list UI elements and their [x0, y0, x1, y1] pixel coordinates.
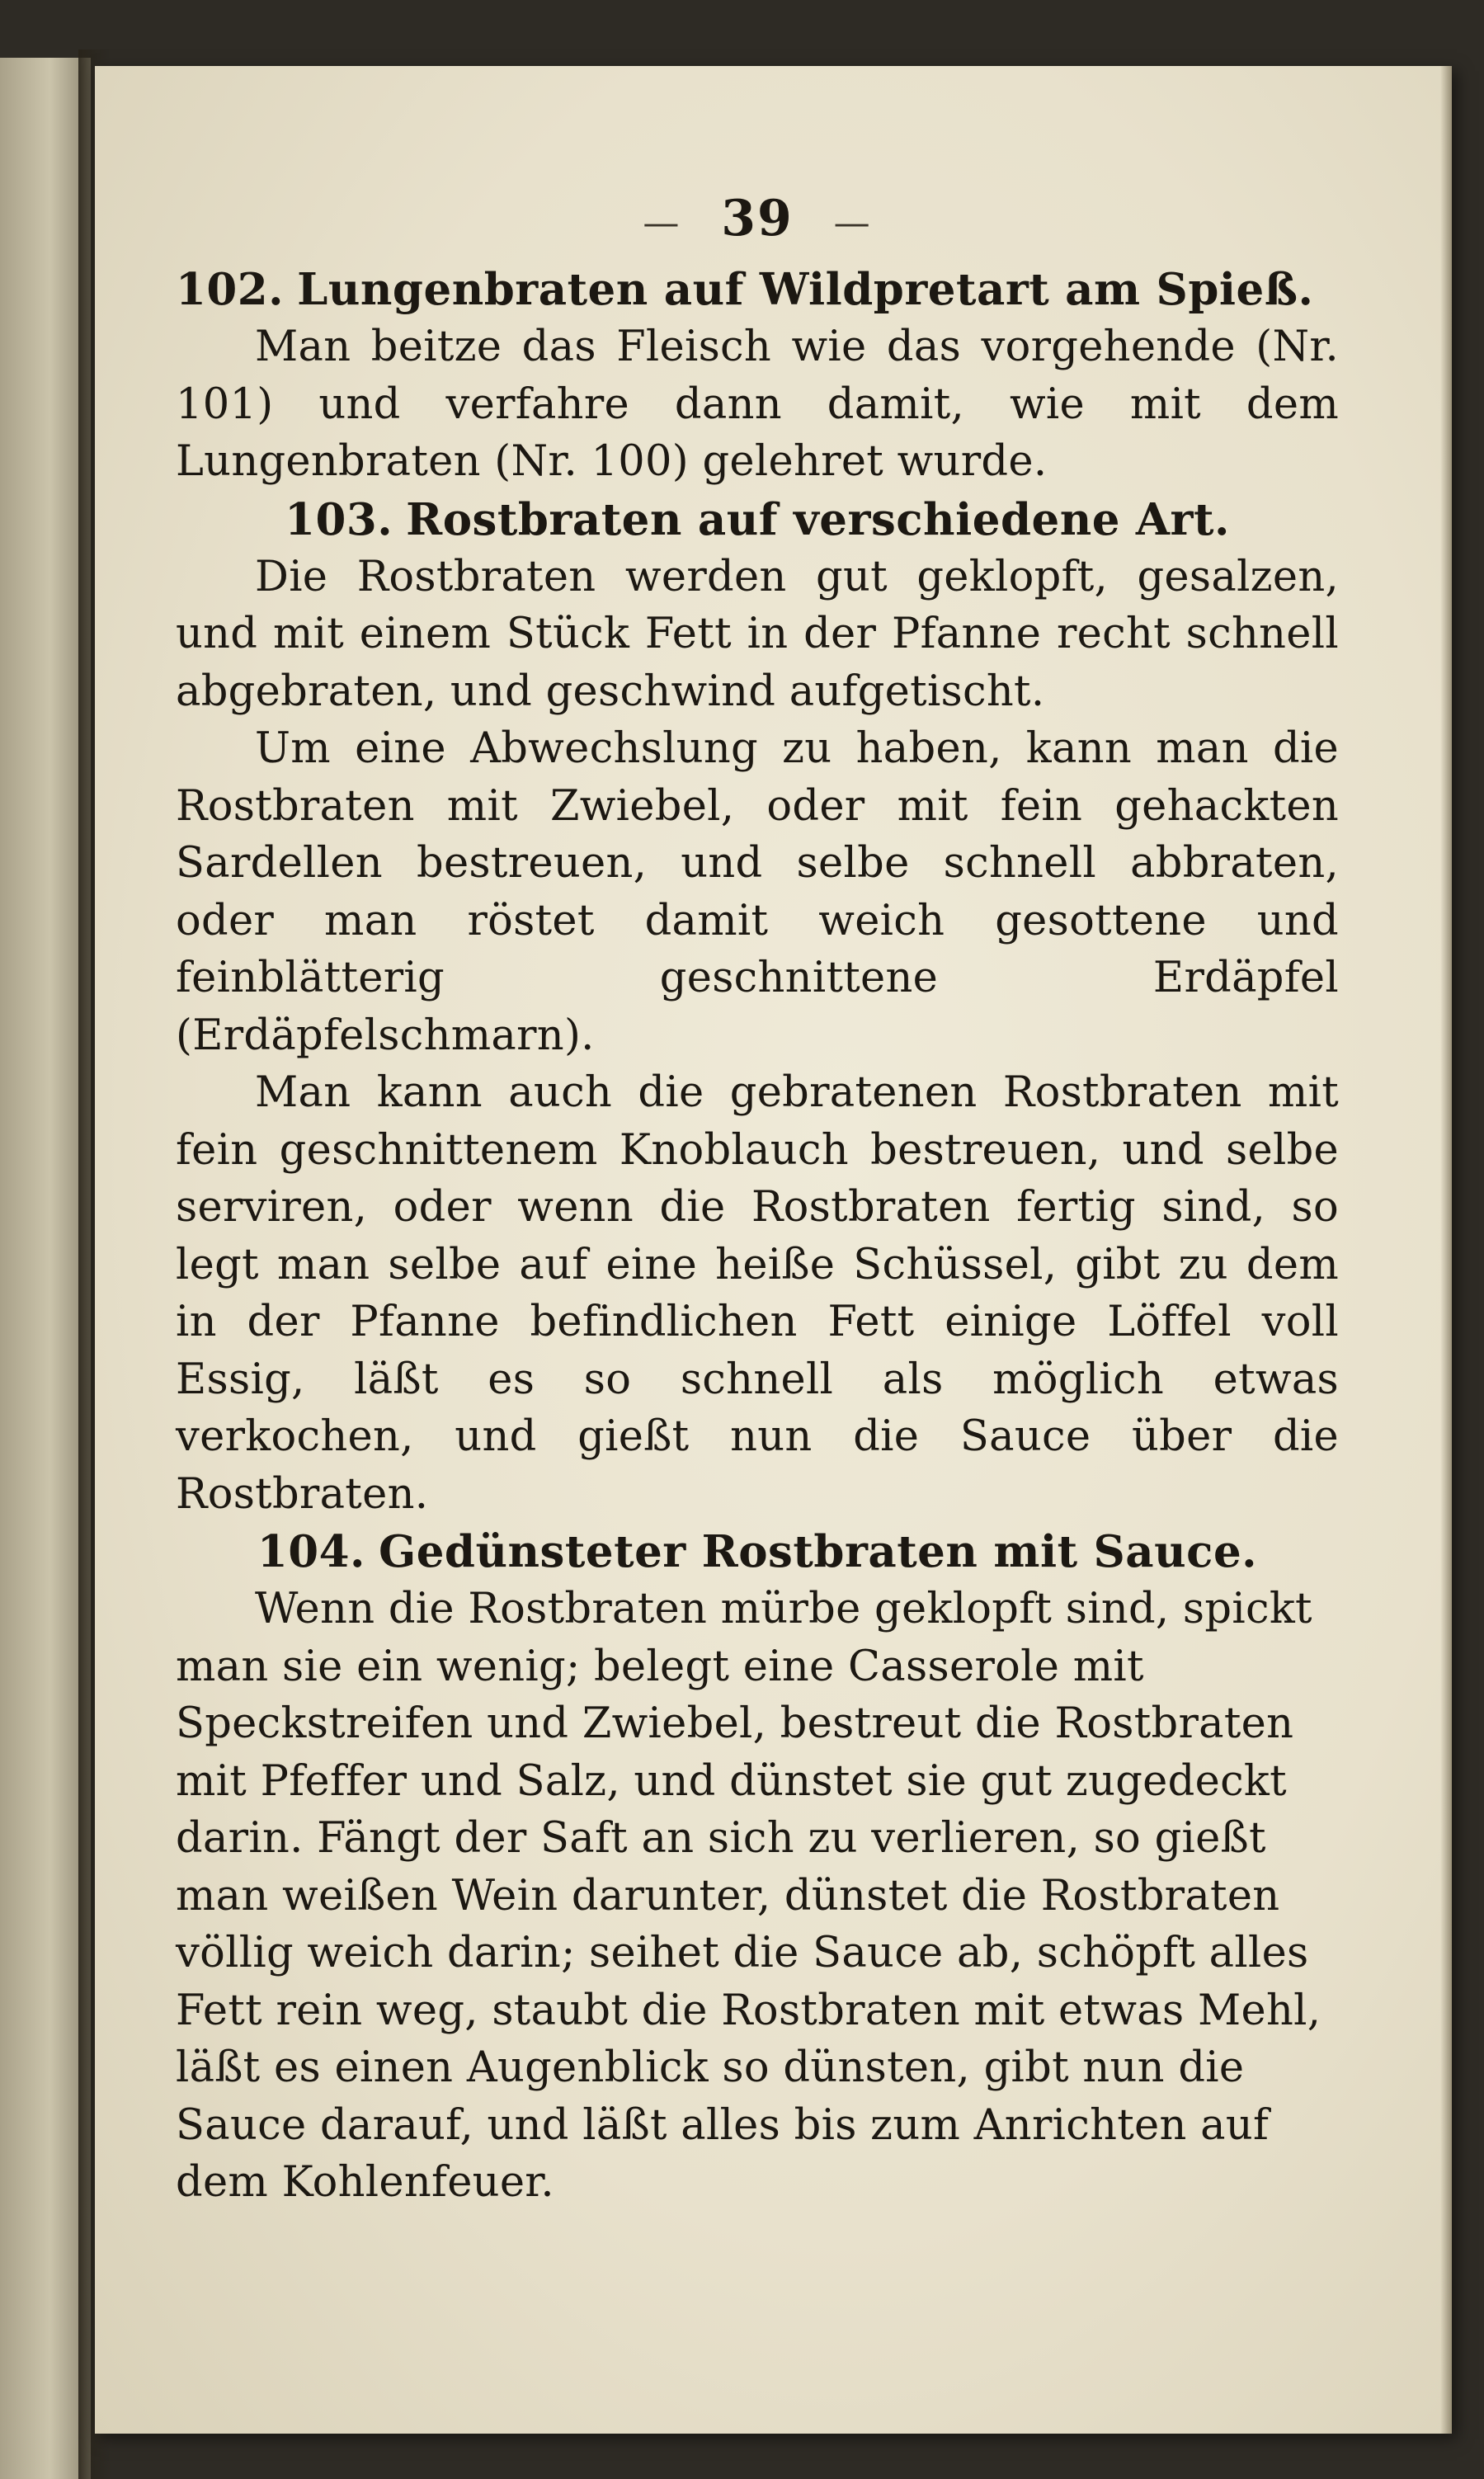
recipe-number: 102.	[176, 264, 285, 315]
recipe-heading-102	[176, 261, 1339, 318]
recipe-103-paragraph-1: Die Rostbraten werden gut geklopft, gesalzen, und mit einem Stück Fett in der Pfanne recht schnell abgebraten, und geschwind aufgetischt.	[176, 552, 1339, 716]
recipe-heading-104	[176, 1523, 1339, 1581]
recipe-102-paragraph-1: Man beitze das Fleisch wie das vorgehende (Nr. 101) und verfahre dann damit, wie mit dem Lungenbraten (Nr. 100) gelehret wurde.	[176, 323, 1339, 486]
page-content	[176, 190, 1339, 2212]
recipe-104-paragraph-1: Wenn die Rostbraten mürbe geklopft sind, spickt man sie ein wenig; belegt eine Casserole mit Speckstreifen und Zwiebel, bestreut die Rostbraten mit Pfeffer und Salz, und dünstet sie gut zugedeckt darin. Fängt der Saft an sich zu verlieren, so gießt man weißen Wein darunter, dünstet die Rostbraten völlig weich darin; seihet die Sauce ab, schöpft alles Fett rein weg, staubt die Rostbraten mit etwas Mehl, läßt es einen Augenblick so dünsten, gibt nun die Sauce darauf, und läßt alles bis zum Anrichten auf dem Kohlenfeuer.	[176, 1585, 1321, 2207]
header-ornament-right: —	[833, 202, 872, 244]
recipe-number: 103.	[285, 493, 393, 545]
page-number: 39	[721, 190, 794, 247]
facing-page-edge	[0, 58, 91, 2479]
book-page	[95, 66, 1452, 2434]
recipe-heading-103	[176, 491, 1339, 549]
recipe-103-paragraph-3: Man kann auch die gebratenen Rostbraten mit fein geschnittenem Knoblauch bestreuen, und selbe serviren, oder wenn die Rostbraten fertig sind, so legt man selbe auf eine heiße Schüssel, gibt zu dem in der Pfanne befindlichen Fett einige Löffel voll Essig, läßt es so schnell als möglich etwas verkochen, und gießt nun die Sauce über die Rostbraten.	[176, 1068, 1339, 1519]
recipe-number: 104.	[257, 1526, 365, 1577]
header-ornament-left: —	[643, 202, 681, 244]
recipe-title: Rostbraten auf verschiedene Art.	[406, 493, 1230, 545]
page-header	[176, 190, 1339, 247]
recipe-title: Gedünsteter Rostbraten mit Sauce.	[378, 1526, 1258, 1577]
page-edge-shading	[1440, 66, 1452, 2434]
recipe-103-paragraph-2: Um eine Abwechslung zu haben, kann man die Rostbraten mit Zwiebel, oder mit fein gehackten Sardellen bestreuen, und selbe schnell abbraten, oder man röstet damit weich gesottene und feinblätterig geschnittene Erdäpfel (Erdäpfelschmarn).	[176, 724, 1339, 1060]
recipe-title: Lungenbraten auf Wildpretart am Spieß.	[297, 264, 1314, 315]
